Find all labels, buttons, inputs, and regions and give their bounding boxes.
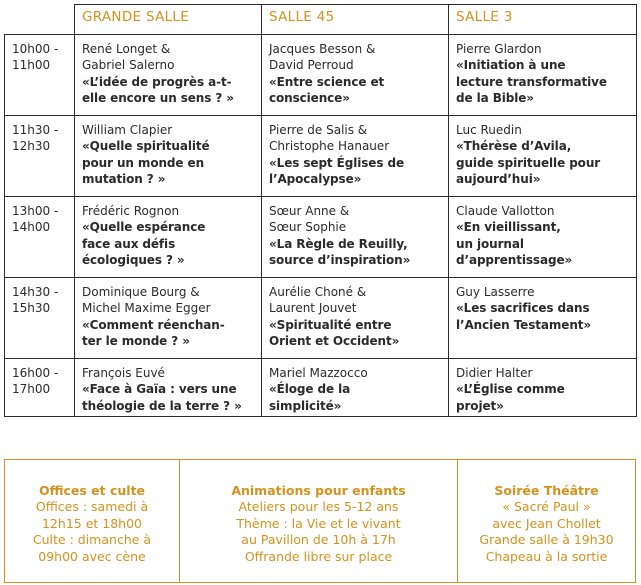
info-box-line: au Pavillon de 10h à 17h <box>241 532 396 547</box>
table-row <box>5 197 637 278</box>
header-row <box>5 5 637 35</box>
info-box-theatre <box>457 460 635 582</box>
talk-title: «Quelle espérance face aux défis écologiques ? » <box>82 220 206 267</box>
corner-cell <box>5 5 75 35</box>
room-header-salle-3: SALLE 3 <box>449 5 637 35</box>
info-boxes <box>4 459 636 583</box>
table-row <box>5 116 637 197</box>
talk-title: «Thérèse d’Avila, guide spirituelle pour aujourd’hui» <box>456 139 601 186</box>
speaker-name: Sœur Anne & Sœur Sophie <box>269 204 350 235</box>
speaker-name: Mariel Mazzocco <box>269 366 368 380</box>
talk-title: «La Règle de Reuilly, source d’inspiration» <box>269 236 411 267</box>
talk-title: «L’Église comme projet» <box>456 382 565 413</box>
info-box-line: Offrande libre sur place <box>244 548 393 564</box>
info-box-line: 12h15 et 18h00 <box>41 515 142 531</box>
talk-title: «Les sept Églises de l’Apocalypse» <box>269 155 404 186</box>
info-box-line: avec Jean Chollet <box>492 515 601 531</box>
session-cell <box>75 197 262 278</box>
speaker-name: William Clapier <box>82 123 173 137</box>
talk-title: «Entre science et conscience» <box>269 74 385 105</box>
session-cell <box>75 35 262 116</box>
session-cell <box>449 278 637 359</box>
info-box-line: Ateliers pour les 5-12 ans <box>238 499 399 514</box>
speaker-name: François Euvé <box>82 366 165 380</box>
talk-title: «Quelle spiritualité pour un monde en mutation ? » <box>82 139 210 186</box>
session-cell <box>75 116 262 197</box>
session-cell <box>449 197 637 278</box>
session-cell <box>449 359 637 417</box>
session-cell <box>262 35 449 116</box>
info-box-line: Culte : dimanche à <box>32 532 152 547</box>
info-box-line: 09h00 avec cène <box>38 548 146 564</box>
info-box-line: Offices : samedi à <box>35 499 149 514</box>
session-cell <box>75 278 262 359</box>
talk-title: «Spiritualité entre Orient et Occident» <box>269 317 400 348</box>
table-row <box>5 35 637 116</box>
talk-title: «Initiation à une lecture transformative de la Bible» <box>456 58 607 105</box>
time-slot: 11h30 - 12h30 <box>5 116 75 197</box>
info-box-title: Offices et culte <box>38 483 146 498</box>
room-header-grande-salle: GRANDE SALLE <box>75 5 262 35</box>
info-box-offices <box>5 460 179 582</box>
speaker-name: Luc Ruedin <box>456 123 522 137</box>
info-box-line: Chapeau à la sortie <box>485 548 608 564</box>
schedule-table <box>4 4 637 417</box>
session-cell <box>262 359 449 417</box>
talk-title: «Face à Gaïa : vers une théologie de la terre ? » <box>82 382 242 413</box>
time-slot: 14h30 - 15h30 <box>5 278 75 359</box>
talk-title: «En vieillissant, un journal d’apprentissage» <box>456 220 573 267</box>
info-box-title: Animations pour enfants <box>231 483 406 498</box>
talk-title: «Comment réenchan- ter le monde ? » <box>82 317 225 348</box>
speaker-name: Pierre Glardon <box>456 42 542 56</box>
speaker-name: Frédéric Rognon <box>82 204 180 218</box>
speaker-name: Aurélie Choné & Laurent Jouvet <box>269 285 367 316</box>
session-cell <box>262 197 449 278</box>
info-box-line: Thème : la Vie et le vivant <box>236 515 401 531</box>
speaker-name: René Longet & Gabriel Salerno <box>82 42 175 73</box>
info-box-title: Soirée Théâtre <box>494 483 599 498</box>
info-box-animations <box>179 460 457 582</box>
speaker-name: Dominique Bourg & Michel Maxime Egger <box>82 285 211 316</box>
table-row <box>5 359 637 417</box>
speaker-name: Pierre de Salis & Christophe Hanauer <box>269 123 390 154</box>
speaker-name: Jacques Besson & David Perroud <box>269 42 376 73</box>
session-cell <box>262 278 449 359</box>
time-slot: 16h00 - 17h00 <box>5 359 75 417</box>
session-cell <box>262 116 449 197</box>
talk-title: «L’idée de progrès a-t- elle encore un sens ? » <box>82 74 234 105</box>
speaker-name: Claude Vallotton <box>456 204 555 218</box>
speaker-name: Didier Halter <box>456 366 533 380</box>
time-slot: 13h00 - 14h00 <box>5 197 75 278</box>
talk-title: «Les sacrifices dans l’Ancien Testament» <box>456 301 592 332</box>
talk-title: «Éloge de la simplicité» <box>269 382 351 413</box>
time-slot: 10h00 - 11h00 <box>5 35 75 116</box>
table-row <box>5 278 637 359</box>
session-cell <box>449 116 637 197</box>
session-cell <box>75 359 262 417</box>
info-box-line: Grande salle à 19h30 <box>479 532 614 547</box>
session-cell <box>449 35 637 116</box>
info-box-line: « Sacré Paul » <box>502 499 591 514</box>
room-header-salle-45: SALLE 45 <box>262 5 449 35</box>
speaker-name: Guy Lasserre <box>456 285 535 299</box>
